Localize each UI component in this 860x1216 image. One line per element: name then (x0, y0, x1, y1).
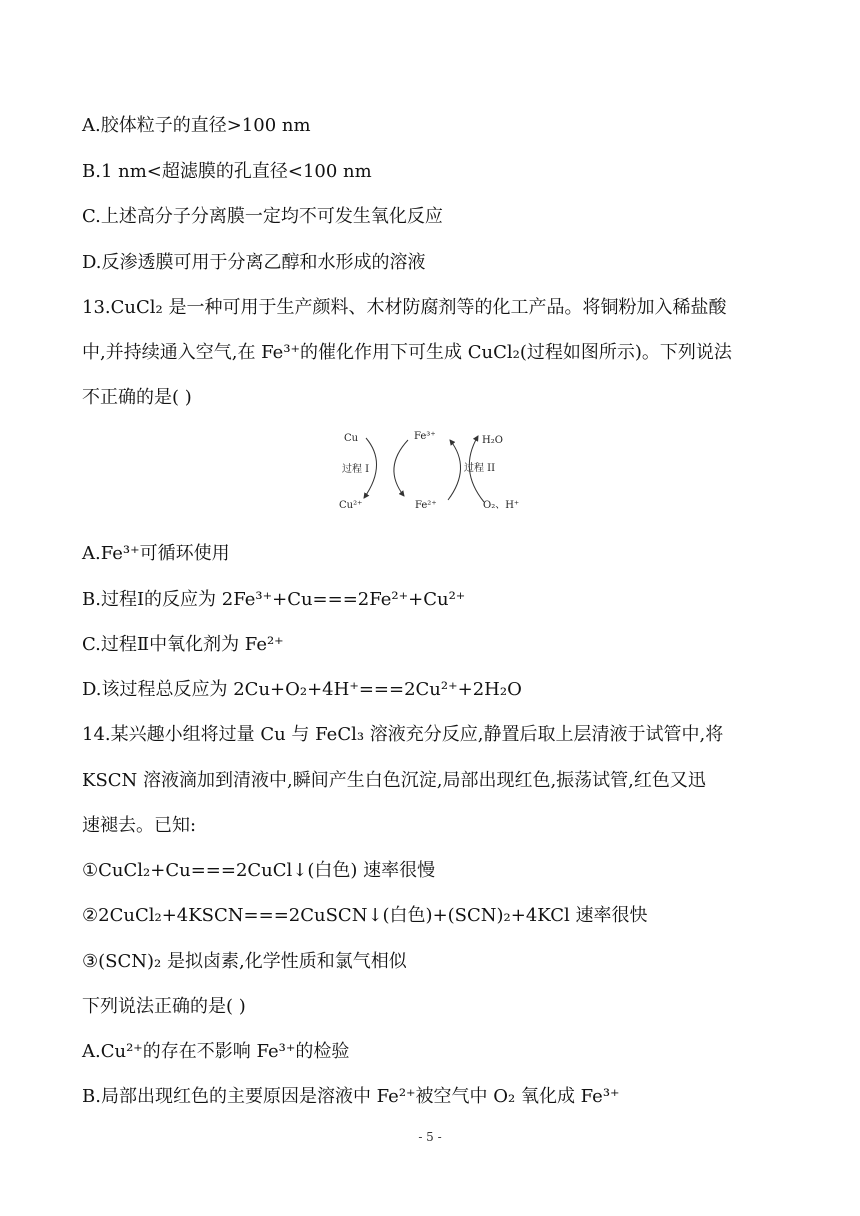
q14-option-b: B.局部出现红色的主要原因是溶液中 Fe²⁺被空气中 O₂ 氧化成 Fe³⁺ (82, 1086, 620, 1107)
q14-known-3: ③(SCN)₂ 是拟卤素,化学性质和氯气相似 (82, 951, 407, 972)
label-fe3: Fe³⁺ (414, 431, 436, 442)
arrow-fe2-to-fe3 (448, 440, 461, 500)
q13-option-a: A.Fe³⁺可循环使用 (82, 543, 230, 564)
q12-option-b: B.1 nm<超滤膜的孔直径<100 nm (82, 161, 372, 182)
q13-option-c: C.过程Ⅱ中氧化剂为 Fe²⁺ (82, 634, 284, 655)
q12-option-a: A.胶体粒子的直径>100 nm (82, 115, 311, 136)
q13-option-b: B.过程Ⅰ的反应为 2Fe³⁺+Cu===2Fe²⁺+Cu²⁺ (82, 589, 466, 610)
catalytic-cycle-diagram (330, 424, 540, 518)
q14-stem-line-1: 14.某兴趣小组将过量 Cu 与 FeCl₃ 溶液充分反应,静置后取上层清液于试管中,将 (82, 724, 724, 745)
q14-stem-line-2: KSCN 溶液滴加到清液中,瞬间产生白色沉淀,局部出现红色,振荡试管,红色又迅 (82, 770, 706, 791)
label-o2-h: O₂、H⁺ (483, 500, 520, 511)
q14-known-2: ②2CuCl₂+4KSCN===2CuSCN↓(白色)+(SCN)₂+4KCl 速率很快 (82, 905, 648, 926)
label-fe2: Fe²⁺ (415, 500, 437, 511)
q13-stem-line-1: 13.CuCl₂ 是一种可用于生产颜料、木材防腐剂等的化工产品。将铜粉加入稀盐酸 (82, 297, 727, 318)
q14-question: 下列说法正确的是( ) (82, 996, 246, 1017)
label-cu2: Cu²⁺ (339, 500, 363, 511)
q12-option-d: D.反渗透膜可用于分离乙醇和水形成的溶液 (82, 252, 426, 273)
q14-option-a: A.Cu²⁺的存在不影响 Fe³⁺的检验 (82, 1041, 350, 1062)
q13-stem-line-3: 不正确的是( ) (82, 387, 192, 408)
label-process-1: 过程 I (342, 464, 370, 475)
label-h2o: H₂O (482, 435, 503, 446)
arrow-fe3-to-fe2 (394, 440, 408, 496)
page-number: - 5 - (418, 1130, 442, 1144)
q13-stem-line-2: 中,并持续通入空气,在 Fe³⁺的催化作用下可生成 CuCl₂(过程如图所示)。下列说法 (82, 342, 732, 363)
q12-option-c: C.上述高分子分离膜一定均不可发生氧化反应 (82, 206, 443, 227)
q14-known-1: ①CuCl₂+Cu===2CuCl↓(白色) 速率很慢 (82, 860, 436, 881)
label-cu: Cu (344, 433, 359, 444)
q13-option-d: D.该过程总反应为 2Cu+O₂+4H⁺===2Cu²⁺+2H₂O (82, 679, 522, 700)
label-process-2: 过程 II (464, 463, 496, 474)
q14-stem-line-3: 速褪去。已知: (82, 815, 197, 836)
